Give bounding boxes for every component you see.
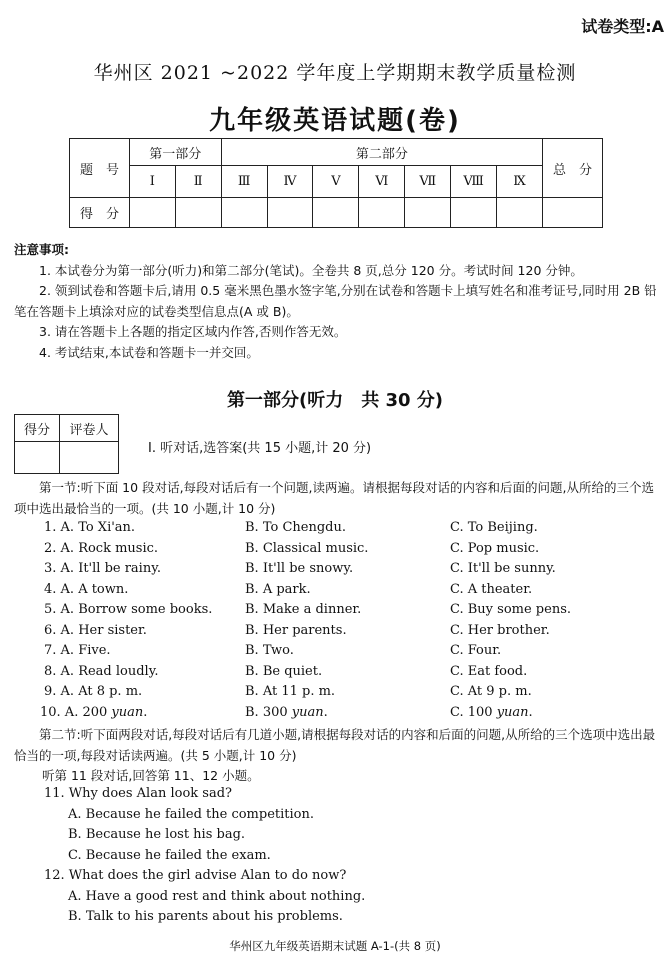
score-blank	[129, 198, 175, 228]
q12-option-b: B. Talk to his parents about his problems.	[68, 909, 343, 924]
q11-option-a: A. Because he failed the competition.	[68, 806, 314, 822]
option-b: B. Make a dinner.	[245, 602, 362, 617]
q12-option-a: A. Have a good rest and think about nothing.	[68, 888, 366, 904]
score-table	[69, 138, 603, 228]
note-item: 4. 考试结束,本试卷和答题卡一并交回。	[39, 344, 259, 360]
exam-header: 华州区 2021 ~2022 学年度上学期期末教学质量检测	[93, 62, 577, 84]
option-a: 1. A. To Xi'an.	[44, 520, 136, 535]
option-b: B. Be quiet.	[245, 663, 323, 679]
numeral-cell: Ⅸ	[497, 166, 543, 198]
part-one-title: 第一部分(听力 共 30 分)	[226, 390, 444, 411]
period: .	[143, 704, 148, 720]
question-row	[40, 705, 640, 725]
option-a: 7. A. Five.	[44, 643, 111, 658]
score-blank	[359, 198, 405, 228]
question-row	[44, 541, 644, 561]
option-a: 6. A. Her sister.	[44, 622, 147, 638]
score-blank	[313, 198, 359, 228]
grader-box	[14, 414, 119, 474]
score-blank	[15, 442, 60, 474]
score-blank	[405, 198, 451, 228]
option-c: C. At 9 p. m.	[450, 684, 532, 699]
option-c: C. Pop music.	[450, 540, 540, 556]
dialogue-intro: 听第 11 段对话,回答第 11、12 小题。	[42, 768, 260, 783]
period: .	[528, 704, 533, 720]
numeral-cell: Ⅴ	[313, 166, 359, 198]
option-b: B. To Chengdu.	[245, 520, 346, 535]
numeral-cell: Ⅰ	[129, 166, 175, 198]
total-cell: 总 分	[543, 139, 603, 198]
sub1-instructions: 第一节:听下面 10 段对话,每段对话后有一个问题,读两遍。请根据每段对话的内容和后面的问题,从所给的三个选项中选出最恰当的一项。(共 10 小题,计 10 分)	[14, 480, 654, 516]
option-c: C. Her brother.	[450, 622, 550, 638]
part2-header: 第二部分	[221, 139, 542, 166]
question-row	[44, 561, 644, 581]
q11-option-b: B. Because he lost his bag.	[68, 827, 246, 842]
option-a: 2. A. Rock music.	[44, 540, 159, 556]
paper-type-label: 试卷类型:A	[581, 17, 664, 36]
option-a: 4. A. A town.	[44, 581, 129, 597]
numeral-cell: Ⅱ	[175, 166, 221, 198]
option-c-value: C. 100	[450, 704, 493, 720]
option-a: 9. A. At 8 p. m.	[44, 684, 143, 699]
question-row	[44, 684, 644, 704]
defen-cell: 得 分	[70, 198, 130, 228]
numeral-cell: Ⅲ	[221, 166, 267, 198]
option-a: 3. A. It'll be rainy.	[44, 561, 161, 576]
option-c	[450, 705, 533, 720]
unit-yuan: yuan	[496, 704, 529, 720]
q11-stem: 11. Why does Alan look sad?	[44, 786, 232, 801]
question-row	[44, 582, 644, 602]
option-a: 8. A. Read loudly.	[44, 663, 159, 679]
option-b: B. It'll be snowy.	[245, 561, 354, 576]
option-b-value: B. 300	[245, 704, 288, 720]
option-b: B. Classical music.	[245, 540, 369, 556]
score-label: 得分	[15, 415, 60, 442]
unit-yuan: yuan	[291, 704, 324, 720]
option-c: C. Four.	[450, 643, 502, 658]
score-blank	[451, 198, 497, 228]
score-blank	[175, 198, 221, 228]
option-c: C. A theater.	[450, 581, 533, 597]
exam-title: 九年级英语试题(卷)	[209, 106, 461, 136]
part1-header: 第一部分	[129, 139, 221, 166]
option-b	[245, 705, 328, 720]
note-item: 1. 本试卷分为第一部分(听力)和第二部分(笔试)。全卷共 8 页,总分 120 分。考试时间 120 分钟。	[39, 262, 583, 278]
notes-block	[14, 240, 660, 363]
question-row	[44, 602, 644, 622]
q12-stem: 12. What does the girl advise Alan to do now?	[44, 868, 347, 883]
numeral-cell: Ⅵ	[359, 166, 405, 198]
question-row	[44, 643, 644, 663]
grader-label: 评卷人	[60, 415, 119, 442]
total-blank	[543, 198, 603, 228]
numeral-cell: Ⅳ	[267, 166, 313, 198]
option-b: B. A park.	[245, 581, 311, 597]
question-row	[44, 623, 644, 643]
q11-option-c: C. Because he failed the exam.	[68, 847, 271, 863]
option-b: B. At 11 p. m.	[245, 684, 336, 699]
option-a: 5. A. Borrow some books.	[44, 602, 213, 617]
note-item: 2. 领到试卷和答题卡后,请用 0.5 毫米黑色墨水签字笔,分别在试卷和答题卡上填写姓名和准考证号,同时用 2B 铅笔在答题卡上填涂对应的试卷类型信息点(A 或 B)。	[14, 283, 657, 319]
sub2-instructions: 第二节:听下面两段对话,每段对话后有几道小题,请根据每段对话的内容和后面的问题,从所给的三个选项中选出最恰当的一项,每段对话读两遍。(共 5 小题,计 10 分)	[14, 727, 656, 763]
numeral-cell: Ⅷ	[451, 166, 497, 198]
notes-heading: 注意事项:	[14, 242, 69, 257]
option-a	[40, 705, 147, 720]
option-c: C. Eat food.	[450, 663, 528, 679]
option-a-value: 10. A. 200	[40, 704, 108, 720]
option-c: C. Buy some pens.	[450, 602, 571, 617]
numeral-cell: Ⅶ	[405, 166, 451, 198]
page-footer: 华州区九年级英语期末试题 A-1-(共 8 页)	[229, 939, 441, 953]
score-blank	[497, 198, 543, 228]
option-b: B. Her parents.	[245, 622, 347, 638]
option-b: B. Two.	[245, 643, 294, 658]
note-item: 3. 请在答题卡上各题的指定区域内作答,否则作答无效。	[39, 324, 347, 339]
option-c: C. It'll be sunny.	[450, 561, 556, 576]
score-blank	[221, 198, 267, 228]
section-one-title: Ⅰ. 听对话,选答案(共 15 小题,计 20 分)	[148, 441, 372, 456]
grader-blank	[60, 442, 119, 474]
option-c: C. To Beijing.	[450, 520, 538, 535]
period: .	[323, 704, 328, 720]
question-row	[44, 664, 644, 684]
unit-yuan: yuan	[111, 704, 144, 720]
tihao-cell: 题 号	[70, 139, 130, 198]
question-row	[44, 520, 644, 540]
score-blank	[267, 198, 313, 228]
